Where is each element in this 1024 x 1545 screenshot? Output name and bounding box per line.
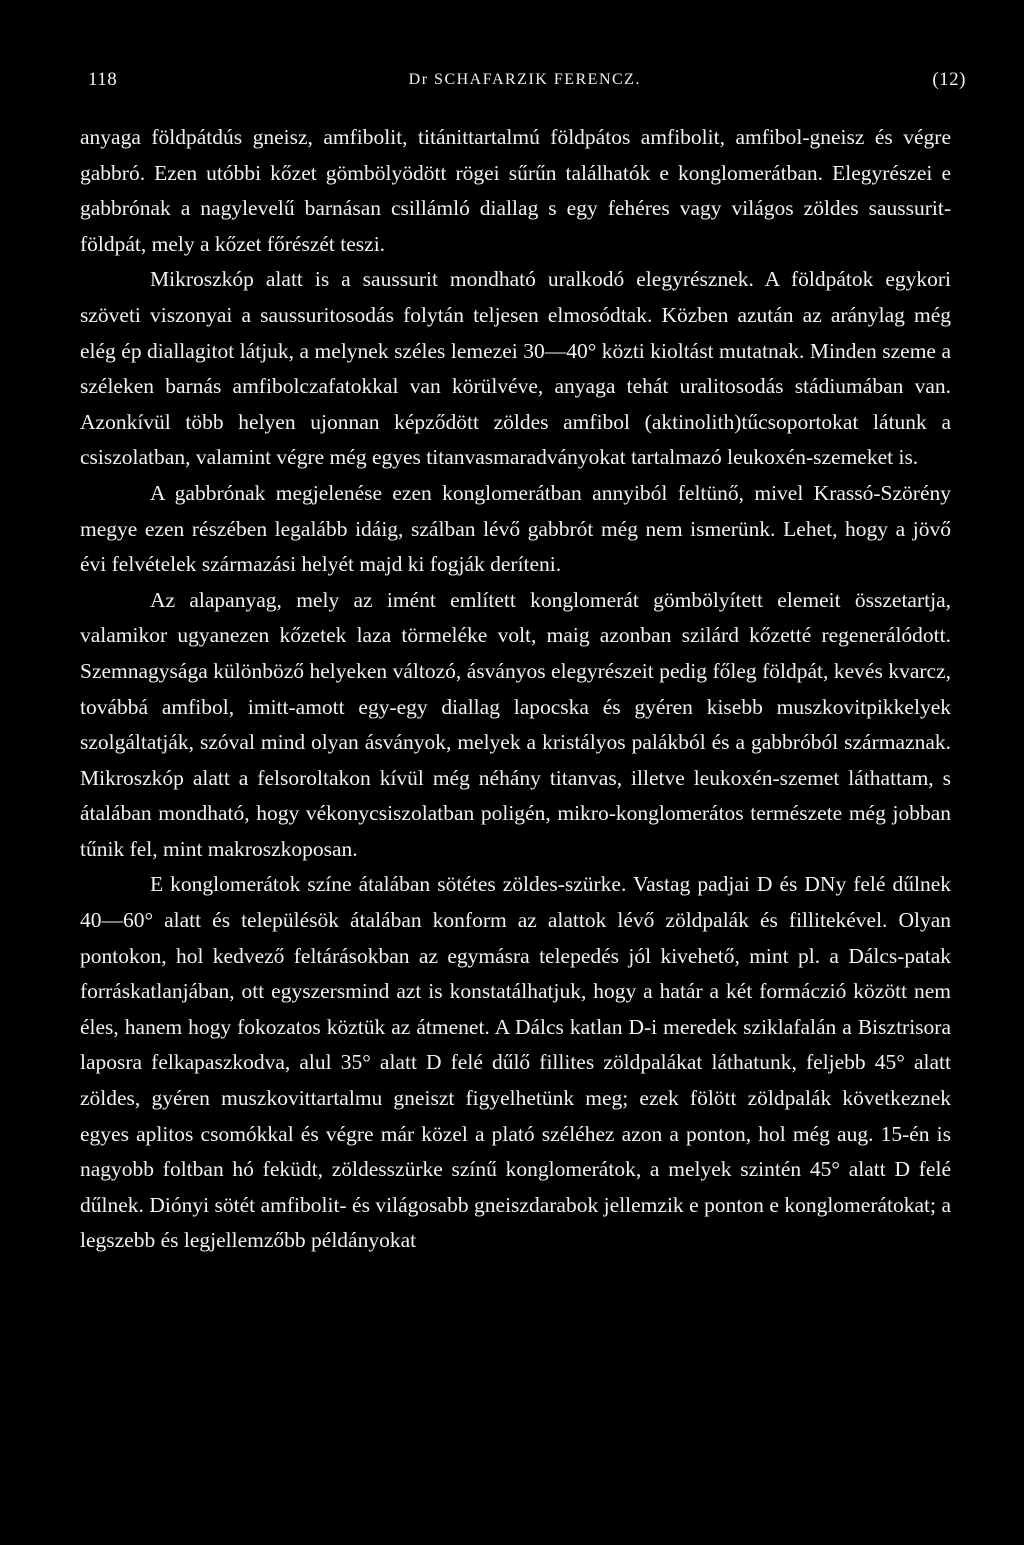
section-number: (12) [932, 69, 966, 90]
page-number: 118 [88, 69, 118, 90]
page-header [88, 60, 966, 100]
paragraph: anyaga földpátdús gneisz, amfibolit, titánittartalmú földpátos amfibolit, amfibol-gneisz és végre gabbró. Ezen utóbbi kőzet gömbölyödött rögei sűrűn találhatók e konglomerátban. Elegyrészei e gabbrónak a nagylevelű barnásan csillámló diallag s egy fehéres vagy világos zöldes saussurit-földpát, mely a kőzet főrészét teszi. [80, 125, 951, 256]
page-body [80, 120, 951, 1259]
paragraph: A gabbrónak megjelenése ezen konglomerátban annyiból feltünő, mivel Krassó-Szörény megye ezen részében legalább idáig, szálban lévő gabbrót még nem ismerünk. Lehet, hogy a jövő évi felvételek származási helyét majd ki fogják deríteni. [80, 480, 951, 577]
paragraph: Az alapanyag, mely az imént említett konglomerát gömbölyített elemeit összetartja, valamikor ugyanezen kőzetek laza törmeléke volt, maig azonban szilárd kőzetté regenerálódott. Szemnagysága különböző helyeken változó, ásványos elegyrészeit pedig főleg földpát, kevés kvarcz, továbbá amfibol, imitt-amott egy-egy diallag lapocska és gyéren kisebb muszkovitpikkelyek szolgáltatják, szóval mind olyan ásványok, melyek a kristályos palákból és a gabbróból származnak. Mikroszkóp alatt a felsoroltakon kívül még néhány titanvas, illetve leukoxén-szemet láthattam, s átalában mondható, hogy vékonycsiszolatban poligén, mikro-konglomerátos természete még jobban tűnik fel, mint makroszkoposan. [80, 587, 951, 861]
running-title: Dr SCHAFARZIK FERENCZ. [408, 71, 641, 88]
paragraph: E konglomerátok színe átalában sötétes zöldes-szürke. Vastag padjai D és DNy felé dűlnek 40—60° alatt és településök átalában konform az alattok lévő zöldpalák és fillitekével. Olyan pontokon, hol kedvező feltárásokban az egymásra telepedés jól kivehető, mint pl. a Dálcs-patak forráskatlanjában, ott egyszersmind azt is konstatálhatjuk, hogy a határ a két formáczió között nem éles, hanem hogy fokozatos köztük az átmenet. A Dálcs katlan D-i meredek sziklafalán a Bisztrisora laposra felkapaszkodva, alul 35° alatt D felé dűlő fillites zöldpalákat láthatunk, feljebb 45° alatt zöldes, gyéren muszkovittartalmu gneiszt figyelhetünk meg; ezek fölött zöldpalák következnek egyes aplitos csomókkal és végre már közel a plató széléhez azon a ponton, hol még aug. 15-én is nagyobb foltban hó feküdt, zöldesszürke színű konglomerátok, a melyek szintén 45° alatt D felé dűlnek. Diónyi sötét amfibolit- és világosabb gneiszdarabok jellemzik e ponton e konglomerátokat; a legszebb és legjellemzőbb példányokat [80, 872, 951, 1253]
paragraph: Mikroszkóp alatt is a saussurit mondható uralkodó elegyrésznek. A földpátok egykori szöveti viszonyai a saussuritosodás folytán teljesen elmosódtak. Közben azután az aránylag még elég ép diallagitot látjuk, a melynek széles lemezei 30—40° közti kioltást mutatnak. Minden szeme a széleken barnás amfibolczafatokkal van körülvéve, anyaga tehát uralitosodás stádiumában van. Azonkívül több helyen ujonnan képződött zöldes amfibol (aktinolith)tűcsoportokat látunk a csiszolatban, valamint végre még egyes titanvasmaradványokat tartalmazó leukoxén-szemeket is. [80, 267, 951, 470]
